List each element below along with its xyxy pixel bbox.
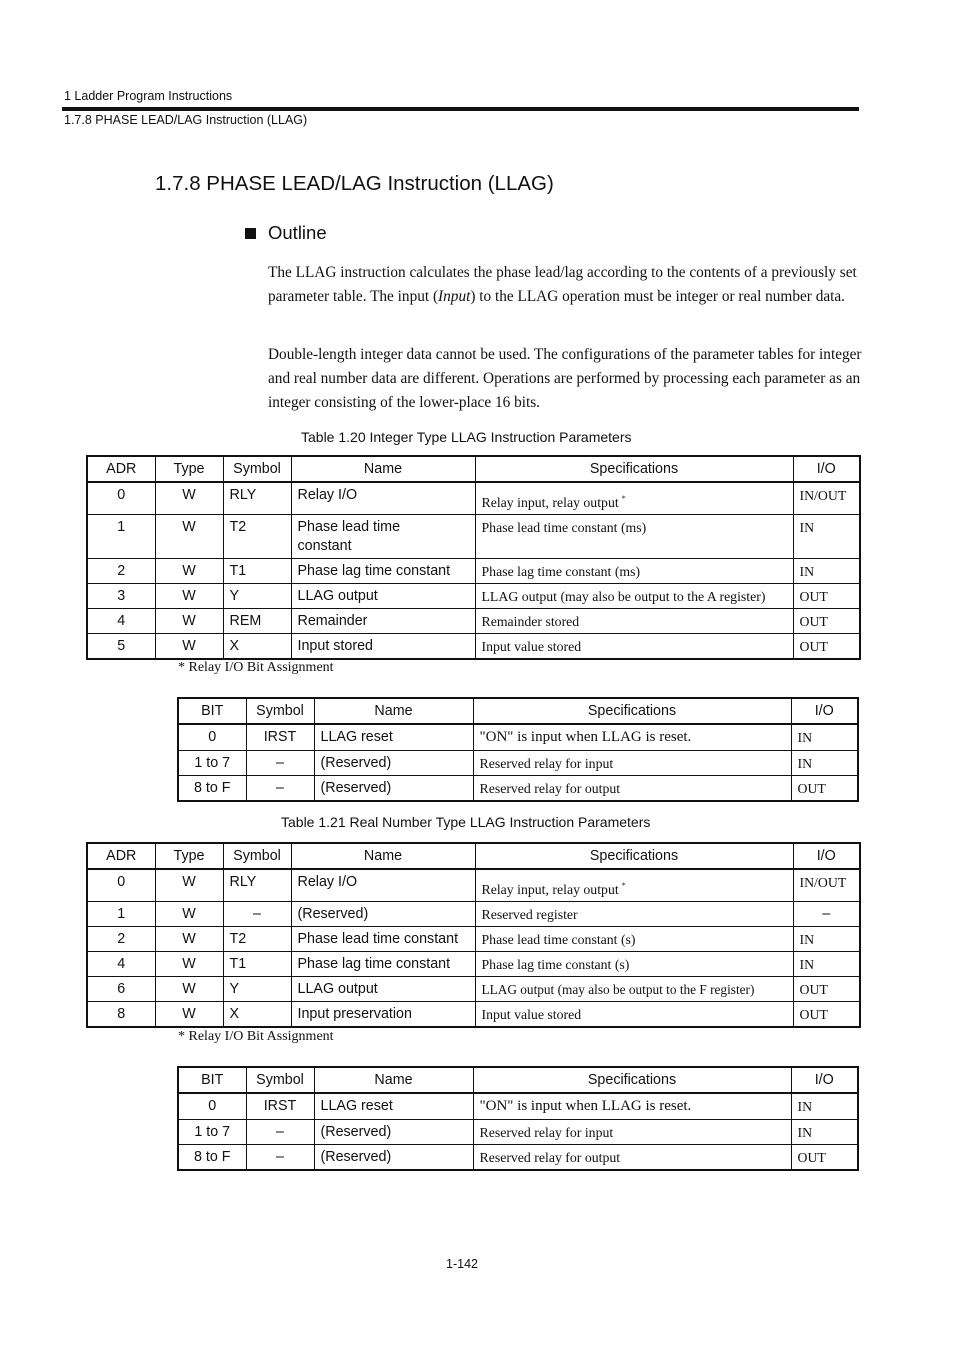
table-cell: 2: [87, 559, 155, 584]
table-cell: Input value stored: [475, 634, 793, 660]
table-cell: 0: [178, 1093, 246, 1119]
table-row: [178, 750, 858, 775]
table-cell: W: [155, 1002, 223, 1028]
column-header: I/O: [791, 698, 858, 724]
table-row: [87, 902, 860, 927]
running-header-section: 1.7.8 PHASE LEAD/LAG Instruction (LLAG): [64, 113, 308, 127]
table-cell: –: [246, 1144, 314, 1170]
table-cell: W: [155, 927, 223, 952]
column-header: I/O: [791, 1067, 858, 1093]
table-cell: Reserved relay for input: [473, 750, 791, 775]
real-parameter-table: [86, 842, 861, 1028]
table-cell: LLAG output (may also be output to the A register): [475, 584, 793, 609]
table-cell: LLAG reset: [314, 1093, 473, 1119]
table1-caption: Table 1.20 Integer Type LLAG Instruction Parameters: [301, 429, 632, 445]
table-cell: LLAG output: [291, 584, 475, 609]
table-cell: W: [155, 869, 223, 902]
square-bullet-icon: [245, 228, 256, 239]
table-cell: W: [155, 515, 223, 559]
outline-paragraph-2: Double-length integer data cannot be used. The configurations of the parameter tables for integer and real number data are different. Operations are performed by processing each parameter as an integer consisting of the lower-place 16 bits.: [268, 346, 862, 411]
col-header-type: Type: [155, 456, 223, 482]
table-cell: T1: [223, 559, 291, 584]
table-cell: Input preservation: [291, 1002, 475, 1028]
table-cell: Relay I/O: [291, 482, 475, 515]
column-header: Specifications: [475, 843, 793, 869]
table-cell: LLAG reset: [314, 724, 473, 750]
column-header: Type: [155, 843, 223, 869]
table-row: [87, 584, 860, 609]
table-cell: (Reserved): [291, 902, 475, 927]
column-header: I/O: [793, 843, 860, 869]
table-cell: W: [155, 977, 223, 1002]
column-header: Name: [291, 843, 475, 869]
table-cell: Phase lag time constant (ms): [475, 559, 793, 584]
table-cell: IN: [793, 927, 860, 952]
table-cell: 8: [87, 1002, 155, 1028]
table-cell: W: [155, 952, 223, 977]
table2-caption: Table 1.21 Real Number Type LLAG Instruction Parameters: [281, 814, 651, 830]
table-cell: 1 to 7: [178, 1119, 246, 1144]
table-cell: Reserved relay for input: [473, 1119, 791, 1144]
table-cell: (Reserved): [314, 1144, 473, 1170]
table-cell: 1 to 7: [178, 750, 246, 775]
col-header-specifications: Specifications: [475, 456, 793, 482]
table-cell: IN: [793, 952, 860, 977]
table-row: [178, 775, 858, 801]
col-header-name: Name: [291, 456, 475, 482]
table-cell: 4: [87, 609, 155, 634]
table-cell: OUT: [793, 1002, 860, 1028]
table-cell: 0: [87, 482, 155, 515]
table-cell: Reserved relay for output: [473, 775, 791, 801]
table-cell: T1: [223, 952, 291, 977]
header-rule: [62, 107, 859, 111]
table-row: [87, 634, 860, 660]
table-cell: Input stored: [291, 634, 475, 660]
table-cell: Remainder: [291, 609, 475, 634]
page-number: 1-142: [446, 1257, 478, 1271]
table-cell: –: [246, 750, 314, 775]
table-cell: OUT: [793, 977, 860, 1002]
col-header-symbol: Symbol: [223, 456, 291, 482]
column-header: ADR: [87, 843, 155, 869]
table-cell: IN: [791, 750, 858, 775]
table-cell: IN/OUT: [793, 869, 860, 902]
table-cell: W: [155, 559, 223, 584]
table-cell: 4: [87, 952, 155, 977]
table-cell: W: [155, 609, 223, 634]
table-cell: –: [246, 1119, 314, 1144]
table-cell: IN: [793, 515, 860, 559]
table-row: [87, 515, 860, 559]
table-cell: 1: [87, 515, 155, 559]
running-header-chapter: 1 Ladder Program Instructions: [64, 89, 233, 103]
table-cell: –: [793, 902, 860, 927]
table-cell: Phase lag time constant (s): [475, 952, 793, 977]
table-cell: OUT: [791, 1144, 858, 1170]
outline-heading: [245, 222, 327, 244]
col-header-adr: ADR: [87, 456, 155, 482]
table-cell: W: [155, 482, 223, 515]
table-cell: LLAG output: [291, 977, 475, 1002]
table-cell: OUT: [791, 775, 858, 801]
table-row: [87, 482, 860, 515]
table-cell: OUT: [793, 634, 860, 660]
relay-bit-table-1: [177, 697, 859, 802]
table-cell: Y: [223, 584, 291, 609]
table-row: [178, 1093, 858, 1119]
column-header: Name: [314, 698, 473, 724]
table-cell: Remainder stored: [475, 609, 793, 634]
table-cell: OUT: [793, 609, 860, 634]
column-header: Name: [314, 1067, 473, 1093]
table-cell: X: [223, 1002, 291, 1028]
table-cell: IN: [791, 1119, 858, 1144]
table-cell: OUT: [793, 584, 860, 609]
table-cell: (Reserved): [314, 750, 473, 775]
table-cell: Reserved register: [475, 902, 793, 927]
table-cell: IN/OUT: [793, 482, 860, 515]
column-header: BIT: [178, 1067, 246, 1093]
table-cell: T2: [223, 515, 291, 559]
table-cell: RLY: [223, 482, 291, 515]
table-cell: Y: [223, 977, 291, 1002]
table-cell: "ON" is input when LLAG is reset.: [473, 724, 791, 750]
table-cell: REM: [223, 609, 291, 634]
table-row: [178, 1144, 858, 1170]
table-cell: Phase lag time constant: [291, 559, 475, 584]
table-cell: 0: [178, 724, 246, 750]
section-title: 1.7.8 PHASE LEAD/LAG Instruction (LLAG): [155, 172, 554, 195]
table-cell: –: [246, 775, 314, 801]
table-row: [87, 869, 860, 902]
integer-parameter-table: [86, 455, 861, 660]
table-cell: Reserved relay for output: [473, 1144, 791, 1170]
table-cell: IN: [793, 559, 860, 584]
table-row: [87, 559, 860, 584]
table-cell: W: [155, 584, 223, 609]
column-header: Specifications: [473, 698, 791, 724]
table-row: [178, 724, 858, 750]
table-cell: T2: [223, 927, 291, 952]
outline-paragraph-1: The LLAG instruction calculates the phase lead/lag according to the contents of a previously set parameter table. The input (Input) to the LLAG operation must be integer or real number data.: [268, 264, 857, 305]
col-header-io: I/O: [793, 456, 860, 482]
table-cell: LLAG output (may also be output to the F register): [475, 977, 793, 1002]
table-cell: IRST: [246, 724, 314, 750]
column-header: BIT: [178, 698, 246, 724]
table-cell: W: [155, 634, 223, 660]
table-cell: 2: [87, 927, 155, 952]
table-row: [178, 1119, 858, 1144]
table-cell: Phase lead time constant (s): [475, 927, 793, 952]
table-cell: "ON" is input when LLAG is reset.: [473, 1093, 791, 1119]
table-cell: –: [223, 902, 291, 927]
column-header: Symbol: [246, 698, 314, 724]
relay-bit-note-2: * Relay I/O Bit Assignment: [178, 1029, 334, 1044]
table-row: [87, 1002, 860, 1028]
table-cell: Phase lead time constant (ms): [475, 515, 793, 559]
table-row: [87, 609, 860, 634]
table-cell: 6: [87, 977, 155, 1002]
table-cell: X: [223, 634, 291, 660]
table-cell: 5: [87, 634, 155, 660]
table-cell: 0: [87, 869, 155, 902]
table-cell: Relay I/O: [291, 869, 475, 902]
outline-heading-text: Outline: [268, 222, 327, 243]
table-cell: W: [155, 902, 223, 927]
table-cell: (Reserved): [314, 1119, 473, 1144]
table-row: [87, 977, 860, 1002]
table-cell: 8 to F: [178, 775, 246, 801]
relay-bit-table-2: [177, 1066, 859, 1171]
column-header: Symbol: [246, 1067, 314, 1093]
table-cell: 3: [87, 584, 155, 609]
table-cell: Input value stored: [475, 1002, 793, 1028]
table-row: [87, 952, 860, 977]
table-cell: Phase lag time constant: [291, 952, 475, 977]
table-cell: IN: [791, 724, 858, 750]
column-header: Symbol: [223, 843, 291, 869]
relay-bit-note-1: * Relay I/O Bit Assignment: [178, 660, 334, 675]
table-row: [87, 927, 860, 952]
table-cell: Phase lead time constant: [291, 515, 475, 559]
table-cell: (Reserved): [314, 775, 473, 801]
table-cell: IRST: [246, 1093, 314, 1119]
column-header: Specifications: [473, 1067, 791, 1093]
table-cell: 8 to F: [178, 1144, 246, 1170]
table-cell: IN: [791, 1093, 858, 1119]
table-cell: Phase lead time constant: [291, 927, 475, 952]
table-cell: Relay input, relay output *: [475, 869, 793, 902]
table-cell: 1: [87, 902, 155, 927]
table-cell: RLY: [223, 869, 291, 902]
table-cell: Relay input, relay output *: [475, 482, 793, 515]
